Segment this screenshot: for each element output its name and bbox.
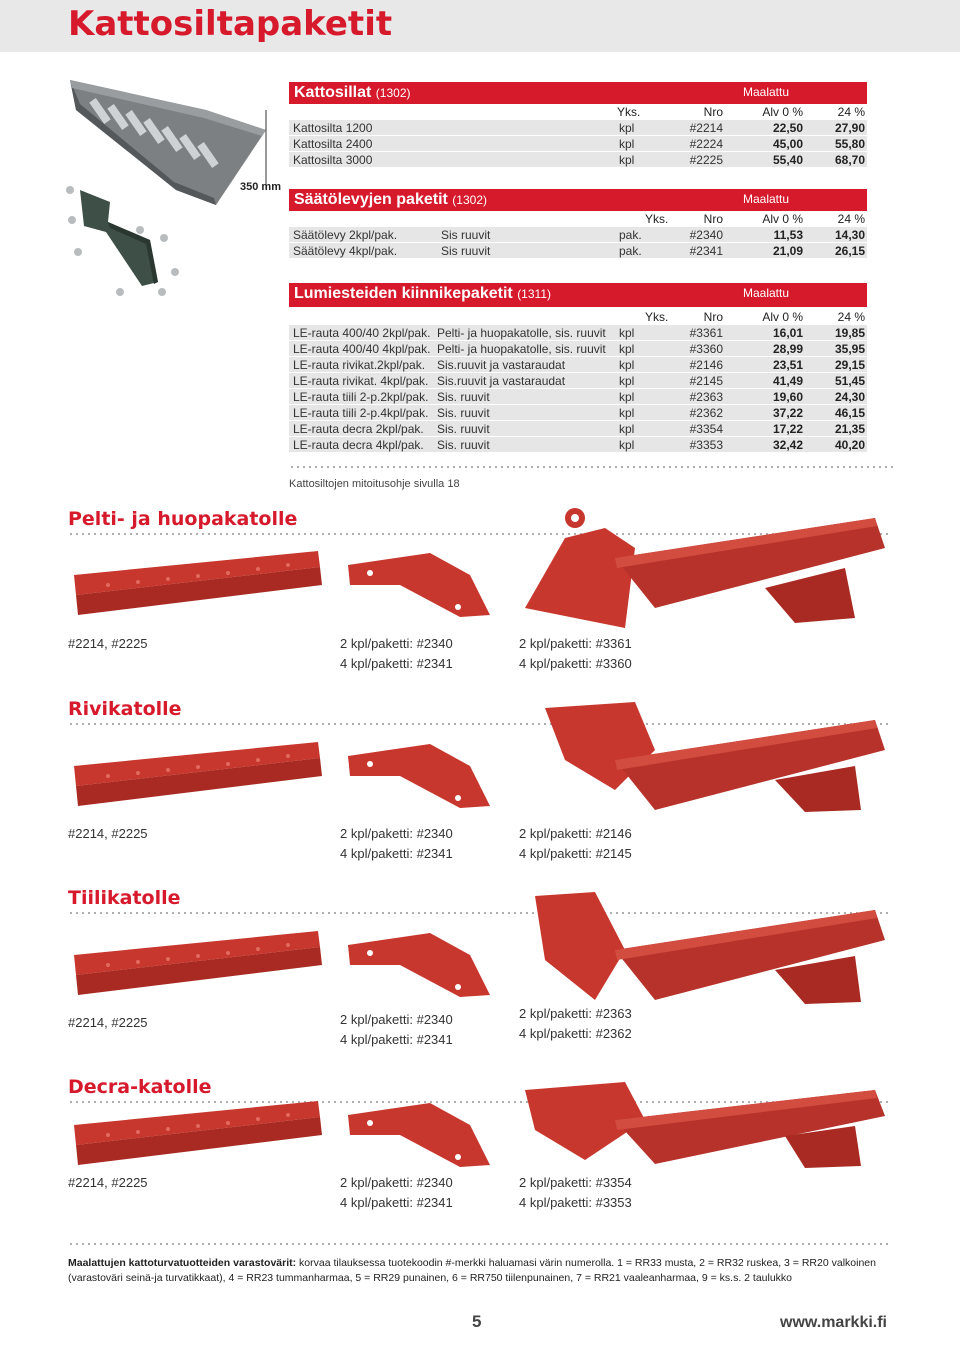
red-snow-bracket-image (505, 890, 893, 1010)
col-yks: Yks. (617, 105, 641, 119)
bracket-package: 4 kpl/paketti: #2145 (519, 846, 632, 861)
product-number: #2225 (689, 153, 723, 167)
maalattu-label: Maalattu (743, 85, 790, 99)
col-alv0: Alv 0 % (762, 310, 803, 324)
maalattu-label: Maalattu (743, 192, 790, 206)
price-alv0: 45,00 (772, 137, 803, 151)
section-title: Pelti- ja huopakatolle (68, 508, 298, 530)
red-bridge-image (68, 1095, 324, 1170)
red-adjustment-plate-image (340, 545, 500, 620)
col-alv24: 24 % (837, 310, 865, 324)
price-alv24: 21,35 (834, 422, 865, 436)
bracket-package: 4 kpl/paketti: #2362 (519, 1026, 632, 1041)
red-bridge-image (68, 545, 324, 620)
price-alv0: 41,49 (772, 374, 803, 388)
price-alv24: 68,70 (834, 153, 865, 167)
price-alv24: 35,95 (834, 342, 865, 356)
price-alv0: 32,42 (772, 438, 803, 452)
product-name: Säätölevy 4kpl/pak. (293, 244, 398, 258)
price-alv24: 27,90 (834, 121, 865, 135)
red-adjustment-plate-image (340, 1095, 500, 1170)
product-note: Sis ruuvit (441, 228, 491, 242)
unit: kpl (619, 422, 635, 436)
table-row (289, 421, 867, 437)
bridge-codes: #2214, #2225 (68, 1175, 148, 1190)
product-note: Sis. ruuvit (437, 422, 490, 436)
price-alv24: 46,15 (834, 406, 865, 420)
col-alv24: 24 % (837, 212, 865, 226)
product-note: Sis. ruuvit (437, 406, 490, 420)
product-number: #2340 (689, 228, 723, 242)
plate-package: 2 kpl/paketti: #2340 (340, 1175, 453, 1190)
col-alv24: 24 % (837, 105, 865, 119)
unit: kpl (619, 406, 635, 420)
bridge-codes: #2214, #2225 (68, 826, 148, 841)
product-number: #3353 (689, 438, 723, 452)
red-bridge-image (68, 925, 324, 1000)
table-row (289, 437, 867, 453)
footnote-heading: Maalattujen kattoturvatuotteiden varastovärit: (68, 1257, 297, 1269)
product-note: Sis. ruuvit (437, 438, 490, 452)
table-title: Säätölevyjen paketit (294, 191, 448, 208)
plate-package: 4 kpl/paketti: #2341 (340, 1032, 453, 1047)
unit: kpl (619, 342, 635, 356)
table-row (289, 152, 867, 168)
product-number: #2224 (689, 137, 723, 151)
table-row (289, 120, 867, 136)
color-footnote (68, 1256, 928, 1286)
adjustment-plate-image (50, 182, 190, 307)
product-note: Pelti- ja huopakatolle, sis. ruuvit (437, 342, 606, 356)
plate-package: 2 kpl/paketti: #2340 (340, 1012, 453, 1027)
red-snow-bracket-image (505, 1080, 893, 1170)
lumiesteiden-table (289, 283, 867, 453)
table-row (289, 136, 867, 152)
section-title: Rivikatolle (68, 698, 182, 720)
table-title: Kattosillat (294, 84, 372, 101)
table-header (289, 189, 867, 211)
price-alv0: 22,50 (772, 121, 803, 135)
price-alv24: 55,80 (834, 137, 865, 151)
product-note: Sis. ruuvit (437, 390, 490, 404)
unit: kpl (619, 137, 635, 151)
price-alv0: 11,53 (773, 228, 803, 242)
red-snow-bracket-image (505, 498, 893, 628)
price-alv24: 40,20 (834, 438, 865, 452)
bracket-package: 2 kpl/paketti: #2146 (519, 826, 632, 841)
price-alv24: 24,30 (834, 390, 865, 404)
product-name: LE-rauta tiili 2-p.2kpl/pak. (293, 390, 429, 404)
product-note: Sis ruuvit (441, 244, 491, 258)
bracket-package: 4 kpl/paketti: #3353 (519, 1195, 632, 1210)
product-number: #2341 (689, 244, 723, 258)
unit: kpl (619, 390, 635, 404)
product-note: Sis.ruuvit ja vastaraudat (437, 358, 566, 372)
col-alv0: Alv 0 % (762, 212, 803, 226)
price-alv24: 29,15 (834, 358, 865, 372)
col-yks: Yks. (645, 212, 669, 226)
product-number: #2214 (689, 121, 723, 135)
table-row (289, 227, 867, 243)
col-nro: Nro (703, 212, 723, 226)
table-row (289, 243, 867, 259)
price-alv0: 16,01 (772, 326, 803, 340)
price-alv0: 17,22 (772, 422, 803, 436)
unit: kpl (619, 153, 635, 167)
table-code: (1302) (375, 86, 411, 100)
price-alv0: 28,99 (772, 342, 803, 356)
bracket-package: 2 kpl/paketti: #2363 (519, 1006, 632, 1021)
plate-package: 2 kpl/paketti: #2340 (340, 826, 453, 841)
product-name: Kattosilta 3000 (293, 153, 373, 167)
product-number: #3361 (689, 326, 723, 340)
sizing-note: Kattosiltojen mitoitusohje sivulla 18 (289, 478, 460, 490)
product-name: LE-rauta 400/40 4kpl/pak. (293, 342, 431, 356)
product-name: LE-rauta decra 4kpl/pak. (293, 438, 424, 452)
plate-package: 4 kpl/paketti: #2341 (340, 846, 453, 861)
red-adjustment-plate-image (340, 736, 500, 811)
bridge-codes: #2214, #2225 (68, 636, 148, 651)
red-adjustment-plate-image (340, 925, 500, 1000)
table-header (289, 283, 867, 307)
column-header-row (289, 309, 867, 325)
bracket-package: 2 kpl/paketti: #3354 (519, 1175, 632, 1190)
price-alv0: 37,22 (772, 406, 803, 420)
unit: kpl (619, 438, 635, 452)
page-title: Kattosiltapaketit (0, 0, 960, 52)
product-number: #2146 (689, 358, 723, 372)
product-name: Säätölevy 2kpl/pak. (293, 228, 398, 242)
section-title: Tiilikatolle (68, 887, 181, 909)
table-row (289, 405, 867, 421)
bracket-package: 2 kpl/paketti: #3361 (519, 636, 632, 651)
table-header (289, 82, 867, 104)
col-yks: Yks. (645, 310, 669, 324)
unit: kpl (619, 374, 635, 388)
plate-package: 4 kpl/paketti: #2341 (340, 1195, 453, 1210)
product-name: LE-rauta rivikat. 4kpl/pak. (293, 374, 429, 388)
col-nro: Nro (703, 105, 723, 119)
product-name: LE-rauta decra 2kpl/pak. (293, 422, 424, 436)
section-title: Decra-katolle (68, 1076, 212, 1098)
page-number: 5 (472, 1312, 482, 1331)
price-alv24: 14,30 (834, 228, 865, 242)
price-alv0: 23,51 (772, 358, 803, 372)
product-note: Pelti- ja huopakatolle, sis. ruuvit (437, 326, 606, 340)
plate-package: 4 kpl/paketti: #2341 (340, 656, 453, 671)
product-number: #2145 (689, 374, 723, 388)
unit: kpl (619, 121, 635, 135)
col-nro: Nro (703, 310, 723, 324)
product-name: LE-rauta tiili 2-p.4kpl/pak. (293, 406, 429, 420)
table-code: (1302) (452, 193, 487, 207)
col-alv0: Alv 0 % (762, 105, 803, 119)
website-link[interactable]: www.markki.fi (780, 1314, 887, 1331)
column-header-row (289, 104, 867, 120)
product-number: #2363 (689, 390, 723, 404)
price-alv0: 19,60 (772, 390, 803, 404)
table-row (289, 325, 867, 341)
kattosillat-table (289, 82, 867, 168)
unit: pak. (619, 228, 642, 242)
red-bridge-image (68, 736, 324, 811)
footnote-text: korvaa tilauksessa tuotekoodin #-merkki haluamasi värin numerolla. 1 = RR33 musta, 2 = RR32 ruskea, 3 = RR20 valkoinen (varastoväri seinä-ja turvatikkaat), 4 = RR23 tummanharmaa, 5 = RR29 punainen, 6 = RR750 tiilenpunainen, 7 = RR21 vaaleanharmaa, 9 = ks.s. 2 taulukko (68, 1257, 876, 1284)
product-number: #3354 (689, 422, 723, 436)
price-alv24: 51,45 (834, 374, 865, 388)
plate-package: 2 kpl/paketti: #2340 (340, 636, 453, 651)
divider (68, 1243, 892, 1245)
unit: kpl (619, 358, 635, 372)
bridge-codes: #2214, #2225 (68, 1015, 148, 1030)
saatolevy-table (289, 189, 867, 259)
unit: kpl (619, 326, 635, 340)
table-row (289, 389, 867, 405)
product-name: Kattosilta 1200 (293, 121, 373, 135)
product-number: #3360 (689, 342, 723, 356)
price-alv24: 19,85 (834, 326, 865, 340)
table-title: Lumiesteiden kiinnikepaketit (294, 285, 513, 302)
price-alv24: 26,15 (834, 244, 865, 258)
table-row (289, 373, 867, 389)
table-row (289, 357, 867, 373)
price-alv0: 21,09 (772, 244, 803, 258)
column-header-row (289, 211, 867, 227)
product-number: #2362 (689, 406, 723, 420)
bracket-package: 4 kpl/paketti: #3360 (519, 656, 632, 671)
divider (289, 466, 893, 468)
table-code: (1311) (517, 287, 551, 301)
maalattu-label: Maalattu (743, 286, 790, 300)
red-snow-bracket-image (505, 700, 893, 818)
unit: pak. (619, 244, 642, 258)
product-name: LE-rauta rivikat.2kpl/pak. (293, 358, 426, 372)
product-name: Kattosilta 2400 (293, 137, 373, 151)
price-alv0: 55,40 (772, 153, 803, 167)
product-note: Sis.ruuvit ja vastaraudat (437, 374, 566, 388)
dimension-label: 350 mm (240, 181, 281, 193)
table-row (289, 341, 867, 357)
product-name: LE-rauta 400/40 2kpl/pak. (293, 326, 431, 340)
